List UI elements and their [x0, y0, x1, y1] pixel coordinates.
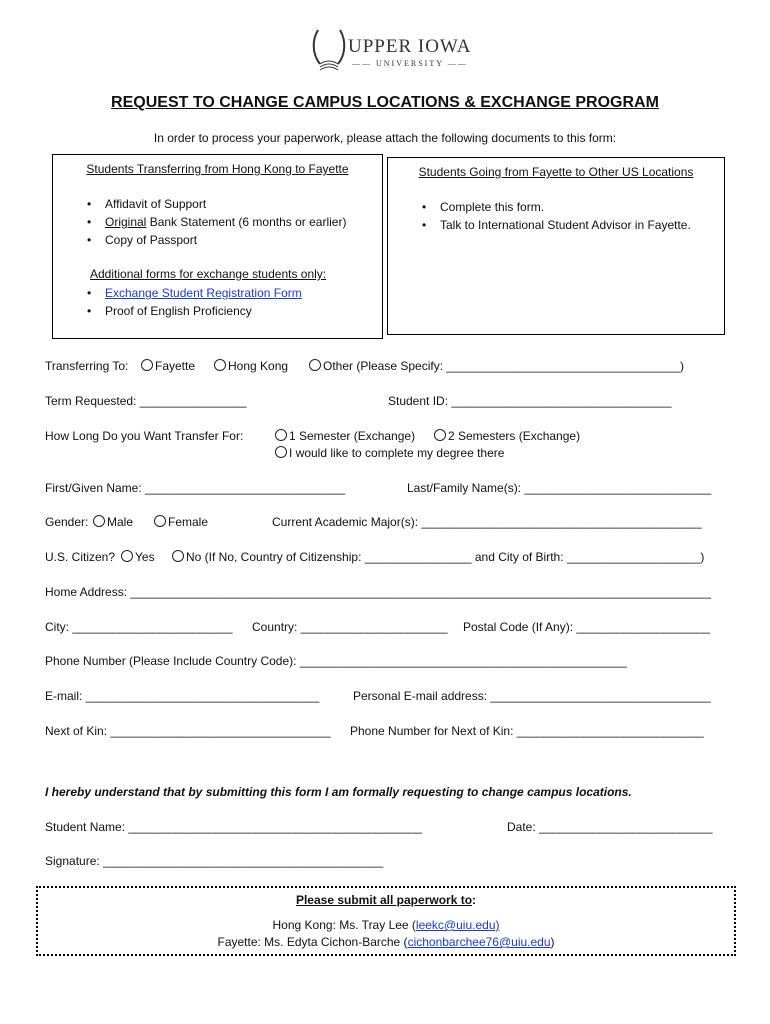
personal-email-field[interactable]: Personal E-mail address: _________________________________ — [353, 689, 711, 703]
submission-info-box — [36, 886, 736, 956]
intro-text: In order to process your paperwork, please attach the following documents to this form: — [153, 131, 617, 145]
student-id-field[interactable]: Student ID: _________________________________ — [388, 394, 672, 408]
hong-kong-contact: Hong Kong: Ms. Tray Lee (leekc@uiu.edu) — [272, 918, 500, 932]
postal-code-field[interactable]: Postal Code (If Any): ____________________ — [463, 620, 710, 634]
one-semester-radio[interactable]: 1 Semester (Exchange) — [275, 429, 415, 443]
male-radio[interactable]: Male — [93, 515, 133, 529]
first-name-field[interactable]: First/Given Name: ______________________________ — [45, 481, 346, 495]
hongkong-radio[interactable]: Hong Kong — [214, 359, 288, 373]
signature-field[interactable]: Signature: __________________________________________ — [45, 854, 384, 868]
logo-subtitle: —— UNIVERSITY —— — [352, 59, 468, 68]
radio-icon[interactable] — [309, 359, 321, 371]
hk-box-heading: Students Transferring from Hong Kong to Fayette — [86, 162, 349, 176]
radio-icon[interactable] — [93, 515, 105, 527]
transfer-duration-label: How Long Do you Want Transfer For: — [45, 429, 244, 443]
us-required-list — [416, 198, 691, 234]
radio-icon[interactable] — [275, 446, 287, 458]
hk-to-fayette-box — [52, 154, 383, 339]
citizen-no-radio[interactable]: No (If No, Country of Citizenship: ________________ and City of Birth: ____________________) — [172, 550, 704, 564]
list-item: • Proof of English Proficiency — [81, 302, 302, 320]
radio-icon[interactable] — [141, 359, 153, 371]
additional-forms-list — [81, 284, 302, 320]
acknowledgement-statement: I hereby understand that by submitting this form I am formally requesting to change campus locations. — [45, 785, 632, 799]
email-field[interactable]: E-mail: ___________________________________ — [45, 689, 320, 703]
next-of-kin-field[interactable]: Next of Kin: _________________________________ — [45, 724, 331, 738]
list-item: • Talk to International Student Advisor in Fayette. — [416, 216, 691, 234]
home-address-field[interactable]: Home Address: _______________________________________________________________________________________ — [45, 585, 711, 599]
submit-heading: Please submit all paperwork to: — [295, 893, 477, 907]
date-field[interactable]: Date: __________________________ — [507, 820, 713, 834]
gender-label: Gender: — [45, 515, 89, 529]
hk-email-link[interactable]: leekc@uiu.edu) — [415, 918, 500, 932]
term-requested-field[interactable]: Term Requested: ________________ — [45, 394, 247, 408]
fayette-radio[interactable]: Fayette — [141, 359, 195, 373]
university-logo — [312, 26, 472, 76]
radio-icon[interactable] — [434, 429, 446, 441]
phone-number-field[interactable]: Phone Number (Please Include Country Code): _________________________________________________ — [45, 654, 627, 668]
female-radio[interactable]: Female — [154, 515, 208, 529]
fayette-to-us-box — [387, 157, 725, 335]
radio-icon[interactable] — [121, 550, 133, 562]
list-item: • Copy of Passport — [81, 231, 346, 249]
exchange-registration-link[interactable]: Exchange Student Registration Form — [105, 286, 302, 300]
hk-required-list — [81, 195, 346, 249]
logo-emblem-icon — [312, 26, 346, 76]
list-item: • Original Bank Statement (6 months or earlier) — [81, 213, 346, 231]
us-citizen-label: U.S. Citizen? — [45, 550, 116, 564]
fayette-contact: Fayette: Ms. Edyta Cichon-Barche (cichonbarchee76@uiu.edu) — [217, 935, 555, 949]
radio-icon[interactable] — [172, 550, 184, 562]
citizen-yes-radio[interactable]: Yes — [121, 550, 155, 564]
other-location-radio[interactable]: Other (Please Specify: ___________________________________) — [309, 359, 684, 373]
list-item: • Affidavit of Support — [81, 195, 346, 213]
additional-forms-heading: Additional forms for exchange students only: — [90, 267, 327, 281]
list-item: • Complete this form. — [416, 198, 691, 216]
transferring-to-label: Transferring To: — [45, 359, 129, 373]
radio-icon[interactable] — [214, 359, 226, 371]
page-title: REQUEST TO CHANGE CAMPUS LOCATIONS & EXCHANGE PROGRAM — [111, 94, 659, 111]
academic-major-field[interactable]: Current Academic Major(s): __________________________________________ — [272, 515, 702, 529]
fayette-email-link[interactable]: cichonbarchee76@uiu.edu — [407, 935, 551, 949]
two-semesters-radio[interactable]: 2 Semesters (Exchange) — [434, 429, 580, 443]
city-field[interactable]: City: ________________________ — [45, 620, 233, 634]
exchange-registration-link-item[interactable] — [81, 284, 302, 302]
student-name-field[interactable]: Student Name: ____________________________________________ — [45, 820, 423, 834]
radio-icon[interactable] — [275, 429, 287, 441]
last-name-field[interactable]: Last/Family Name(s): ____________________________ — [407, 481, 712, 495]
complete-degree-radio[interactable]: I would like to complete my degree there — [275, 446, 504, 460]
country-field[interactable]: Country: ______________________ — [252, 620, 448, 634]
logo-name: UPPER IOWA — [348, 36, 472, 57]
us-box-heading: Students Going from Fayette to Other US Locations — [418, 165, 694, 179]
radio-icon[interactable] — [154, 515, 166, 527]
kin-phone-field[interactable]: Phone Number for Next of Kin: ____________________________ — [350, 724, 704, 738]
